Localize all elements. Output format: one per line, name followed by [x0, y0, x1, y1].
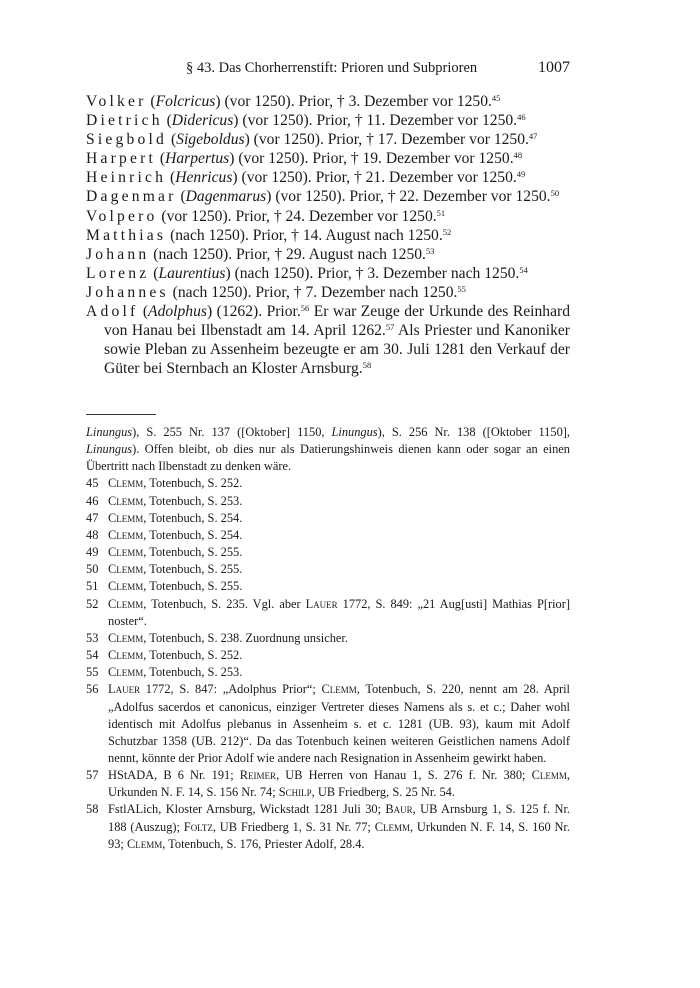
- entry-text: (vor 1250). Prior, † 21. Dezember vor 1250.: [237, 169, 517, 187]
- main-text: [86, 92, 570, 378]
- entry-text: (vor 1250). Prior, † 19. Dezember vor 1250.: [234, 150, 514, 168]
- entry-text: (nach 1250). Prior, † 3. Dezember nach 1250.: [230, 264, 520, 282]
- prior-name: Matthias: [86, 226, 167, 244]
- entry-text: (nach 1250). Prior, † 14. August nach 1250.: [166, 226, 443, 244]
- latin-name: Laurentius: [158, 264, 226, 282]
- footnote-55: 55 Clemm, Totenbuch, S. 253.: [86, 665, 243, 680]
- latin-name: Didericus: [171, 112, 234, 130]
- latin-name: Folcricus: [155, 93, 216, 110]
- footnote-ref: 58: [362, 360, 372, 371]
- footnote-53: 53 Clemm, Totenbuch, S. 238. Zuordnung unsicher.: [86, 630, 348, 645]
- entry-prior: Lorenz (Laurentius) (nach 1250). Prior, † 3. Dezember nach 1250.54: [86, 264, 528, 282]
- footnote-49: 49 Clemm, Totenbuch, S. 255.: [86, 545, 243, 560]
- footnote-46: 46 Clemm, Totenbuch, S. 253.: [86, 493, 243, 508]
- prior-name: Lorenz: [86, 264, 150, 282]
- footnote-ref: 56: [300, 303, 310, 314]
- prior-name: Dietrich: [86, 112, 163, 130]
- entry-text: (nach 1250). Prior, † 7. Dezember nach 1250.: [168, 283, 458, 301]
- entry-prior: Dietrich (Didericus) (vor 1250). Prior, † 11. Dezember vor 1250.46: [86, 112, 526, 130]
- entry-text: Als Priester und Kanoniker sowie Pleban zu Assenheim bezeugte er am 30. Juli 1281 den Verkauf der Güter bei Sternbach an Kloster Arnsburg.: [104, 322, 570, 378]
- prior-name: Volker: [86, 93, 147, 110]
- prior-name: Harpert: [86, 150, 157, 168]
- footnote-48: 48 Clemm, Totenbuch, S. 254.: [86, 527, 243, 542]
- footnote-ref: 57: [385, 322, 395, 333]
- prior-name: Johann: [86, 245, 150, 263]
- entry-prior: Harpert (Harpertus) (vor 1250). Prior, † 19. Dezember vor 1250.48: [86, 150, 523, 168]
- entry-text: (vor 1250). Prior, † 11. Dezember vor 1250.: [238, 112, 518, 130]
- entry-text: Er war Zeuge der Urkunde des Reinhard von Hanau bei Ilbenstadt am 14. April 1262.: [104, 303, 570, 340]
- footnote-57: 57 HStADA, B 6 Nr. 191; Reimer, UB Herren von Hanau 1, S. 276 f. Nr. 380; Clemm, Urkunden N. F. 14, S. 156 Nr. 74; Schilp, UB Friedberg, S. 25 Nr. 54.: [86, 768, 570, 800]
- entry-text: (nach 1250). Prior, † 29. August nach 1250.: [149, 245, 426, 263]
- entry-prior: [86, 245, 570, 264]
- footnote-ref: 47: [528, 131, 538, 142]
- entry-text: (vor 1250). Prior, † 17. Dezember vor 1250.: [249, 131, 529, 149]
- footnotes: [86, 424, 570, 853]
- footnote-rule: [86, 414, 156, 415]
- footnote-ref: 54: [519, 264, 528, 275]
- entry-text: (vor 1250). Prior, † 3. Dezember vor 1250.: [220, 93, 492, 110]
- running-title: § 43. Das Chorherrenstift: Prioren und Subprioren: [186, 60, 478, 76]
- footnote-ref: 45: [491, 93, 501, 103]
- footnote-51: 51 Clemm, Totenbuch, S. 255.: [86, 579, 243, 594]
- prior-name: Adolf: [86, 303, 139, 321]
- entry-text: (vor 1250). Prior, † 22. Dezember vor 1250.: [271, 188, 551, 206]
- footnote-54: 54 Clemm, Totenbuch, S. 252.: [86, 648, 243, 663]
- footnote-50: 50 Clemm, Totenbuch, S. 255.: [86, 562, 243, 577]
- running-header: [86, 60, 570, 80]
- prior-name: Heinrich: [86, 169, 167, 187]
- footnote-ref: 46: [517, 112, 526, 123]
- entry-prior: Dagenmar (Dagenmarus) (vor 1250). Prior, † 22. Dezember vor 1250.50: [86, 188, 560, 206]
- entry-prior: Volker (Folcricus) (vor 1250). Prior, † 3. Dezember vor 1250.45: [86, 93, 501, 110]
- footnote-52: 52 Clemm, Totenbuch, S. 235. Vgl. aber Lauer 1772, S. 849: „21 Aug[usti] Mathias P[rior] noster“.: [86, 596, 570, 628]
- latin-name: Adolphus: [148, 303, 207, 321]
- entry-prior: [86, 226, 570, 245]
- footnote-ref: 49: [516, 169, 526, 180]
- entry-prior: Heinrich (Henricus) (vor 1250). Prior, † 21. Dezember vor 1250.49: [86, 169, 526, 187]
- prior-name: Johannes: [86, 283, 169, 301]
- entry-text: (vor 1250). Prior, † 24. Dezember vor 1250.: [157, 207, 437, 225]
- page-number: 1007: [538, 59, 570, 76]
- latin-name: Dagenmarus: [185, 188, 267, 206]
- footnote-45: 45 Clemm, Totenbuch, S. 252.: [86, 476, 243, 491]
- footnote-ref: 51: [436, 207, 446, 218]
- latin-name: Harpertus: [165, 150, 230, 168]
- entry-prior: [86, 207, 570, 226]
- footnote-ref: 52: [442, 226, 452, 237]
- entry-prior: Siegbold (Sigeboldus) (vor 1250). Prior, † 17. Dezember vor 1250.47: [86, 131, 538, 149]
- prior-name: Siegbold: [86, 131, 168, 149]
- footnote-47: 47 Clemm, Totenbuch, S. 254.: [86, 510, 243, 525]
- prior-name: Volpero: [86, 207, 158, 225]
- footnote-56: 56 Lauer 1772, S. 847: „Adolphus Prior“; Clemm, Totenbuch, S. 220, nennt am 28. April „Adolfus sacerdos et canonicus, einziger Vertreter dieses Namens als s. et c.; Daher wohl identisch mit Adolfus plebanus in Assenheim s. et c. 1281 (UB. 93), kaum mit Adolf Schutzbar 1358 (UB. 212)“. Da das Totenbuch keinen weiteren Geistlichen namens Adolf nennt, könnte der Prior Adolf wie andere nach Resignation in Assenheim gewirkt haben.: [86, 682, 570, 765]
- entry-text: (1262). Prior.: [212, 303, 301, 321]
- entry-prior-adolf: Adolf (Adolphus) (1262). Prior.$^{56}$ Er war Zeuge der Urkunde des Reinhard von Hanau bei Ilbenstadt am 14. April 1262.57 Als Priester und Kanoniker sowie Pleban zu Assenheim bezeugte er am 30. Juli 1281 den Verkauf der Güter bei Sternbach an Kloster Arnsburg.$^{58}$: [86, 303, 570, 378]
- latin-name: Henricus: [175, 169, 233, 187]
- prior-name: Dagenmar: [86, 188, 177, 206]
- footnote-ref: 55: [457, 283, 466, 294]
- footnote-ref: 53: [425, 245, 435, 256]
- footnote-ref: 50: [550, 188, 560, 199]
- footnote-58: 58 FstlALich, Kloster Arnsburg, Wickstadt 1281 Juli 30; Baur, UB Arnsburg 1, S. 125 f. Nr. 188 (Auszug); Foltz, UB Friedberg 1, S. 31 Nr. 77; Clemm, Urkunden N. F. 14, S. 160 Nr. 93; Clemm, Totenbuch, S. 176, Priester Adolf, 28.4.: [86, 802, 570, 851]
- latin-name: Sigeboldus: [176, 131, 245, 149]
- footnote-ref: 48: [513, 150, 523, 161]
- footnote-continuation: Linungus), S. 255 Nr. 137 ([Oktober] 1150, Linungus), S. 256 Nr. 138 ([Oktober 1150], Linungus). Offen bleibt, ob dies nur als Datierungshinweis dienen kann oder sogar an einen Übertritt nach Ilbenstadt zu denken wäre.: [86, 425, 570, 474]
- entry-prior: [86, 283, 570, 302]
